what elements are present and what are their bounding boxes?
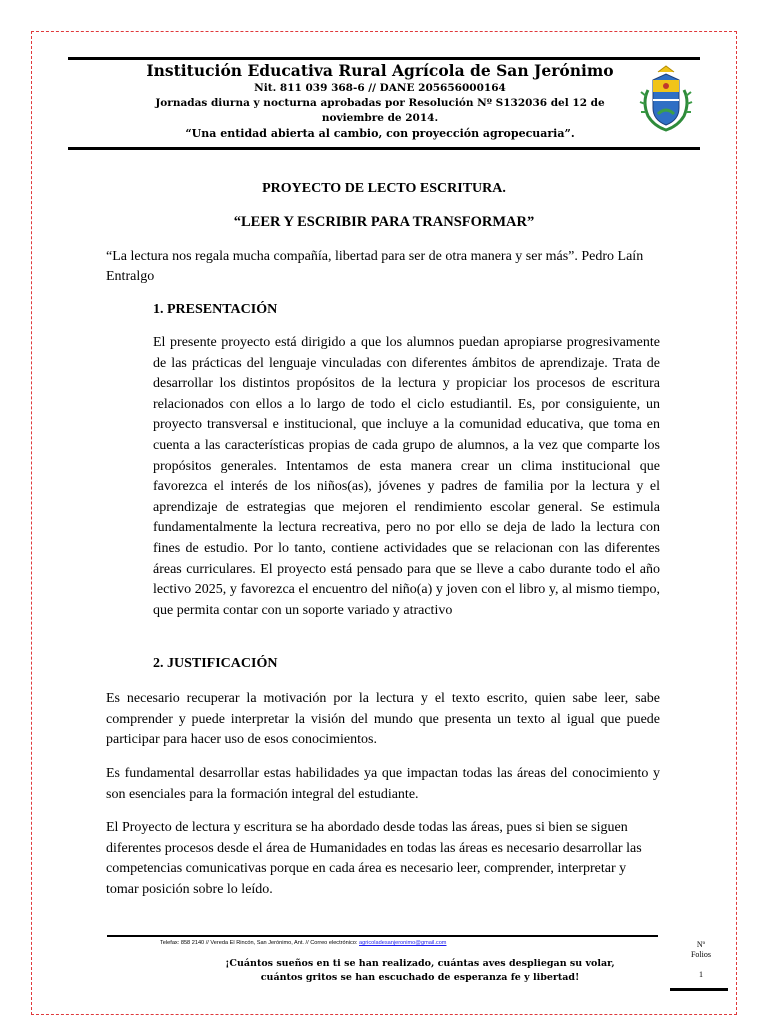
institution-nit: Nit. 811 039 368-6 // DANE 205656000164 <box>254 82 506 94</box>
footer-contact-text: Telefax: 858 2140 // Vereda El Rincón, San Jerónimo, Ant. // Correo electrónico: <box>160 940 360 946</box>
institution-seal-icon <box>638 62 694 134</box>
letterhead <box>140 61 620 142</box>
document-subtitle: “LEER Y ESCRIBIR PARA TRANSFORMAR” <box>233 214 535 230</box>
resolution-line-1: Jornadas diurna y nocturna aprobadas por Resolución Nº S132036 del 12 de <box>155 97 605 109</box>
epigraph-quote: “La lectura nos regala mucha compañía, libertad para ser de otra manera y ser más”. Pedro Laín Entralgo <box>106 249 644 284</box>
justificacion-paragraph-3: El Proyecto de lectura y escritura se ha abordado desde todas las áreas, pues si bien se siguen diferentes procesos desde el área de Humanidades en todas las áreas es necesario desarrollar las competencias comunicativas porque en cada área es necesario leer, comprender, interpretar y tomar posición sobre lo leído. <box>106 820 642 897</box>
institution-name: Institución Educativa Rural Agrícola de San Jerónimo <box>146 61 614 80</box>
folio-rule <box>670 988 728 991</box>
header-rule-bottom <box>68 147 700 150</box>
footer-motto-line-2: cuántos gritos se han escuchado de esperanza fe y libertad! <box>260 971 580 983</box>
footer-motto <box>200 957 640 984</box>
folio-label-number-sign: Nº <box>696 940 706 949</box>
section-heading-justificacion: 2. JUSTIFICACIÓN <box>153 656 278 671</box>
institution-slogan: “Una entidad abierta al cambio, con proyección agropecuaria”. <box>185 127 575 140</box>
header-rule-top <box>68 57 700 60</box>
section-heading-presentacion: 1. PRESENTACIÓN <box>153 302 278 317</box>
folio-label-word: Folios <box>690 950 711 959</box>
footer-rule <box>107 935 658 937</box>
footer-motto-line-1: ¡Cuántos sueños en ti se han realizado, cuántas aves despliegan su volar, <box>225 958 615 969</box>
folio-number: 1 <box>699 970 703 979</box>
footer-contact <box>160 940 680 946</box>
justificacion-paragraph-1: Es necesario recuperar la motivación por la lectura y el texto escrito, quien sabe leer, sabe comprender y puede interpretar la visión del mundo que presenta un texto al igual que puede participar para hacer uso de esos conocimientos. <box>106 691 660 747</box>
presentacion-paragraph: El presente proyecto está dirigido a que los alumnos puedan apropiarse progresivamente de las prácticas del lenguaje vinculadas con diferentes ámbitos de aprendizaje. Trata de desarrollar los distintos propósitos de la lectura y propiciar los procesos de escritura relacionados con ellos a lo largo de todo el ciclo estudiantil. Es, por consiguiente, un proyecto transversal e institucional, que incluye a la comunidad educativa, que toma en cuenta a las características propias de cada grupo de alumnos, a la vez que comparte los propósitos generales. Intentamos de esta manera crear un clima institucional que favorezca el interés de los niños(as), jóvenes y padres de familia por la lectura y el aprendizaje de estrategias que mejoren el rendimiento escolar general. Se estimula fundamentalmente la lectura recreativa, pero no por ello se deja de lado la lectura con fines de estudio. Por lo tanto, contiene actividades que se relacionan con las diferentes áreas curriculares. El proyecto está pensado para que se lleve a cabo durante todo el año lectivo 2025, y favorezca el encuentro del niño(a) y joven con el libro y, al mismo tiempo, que permita contar con un soporte variado y atractivo <box>153 335 660 618</box>
justificacion-paragraph-2: Es fundamental desarrollar estas habilidades ya que impactan todas las áreas del conocimiento y son esenciales para la formación integral del estudiante. <box>106 766 660 802</box>
resolution-line-2: noviembre de 2014. <box>321 112 439 124</box>
document-title: PROYECTO DE LECTO ESCRITURA. <box>262 181 506 196</box>
folio-label <box>676 940 726 960</box>
footer-email-link[interactable]: agricoladesanjeronimo@gmail.com <box>359 940 447 946</box>
